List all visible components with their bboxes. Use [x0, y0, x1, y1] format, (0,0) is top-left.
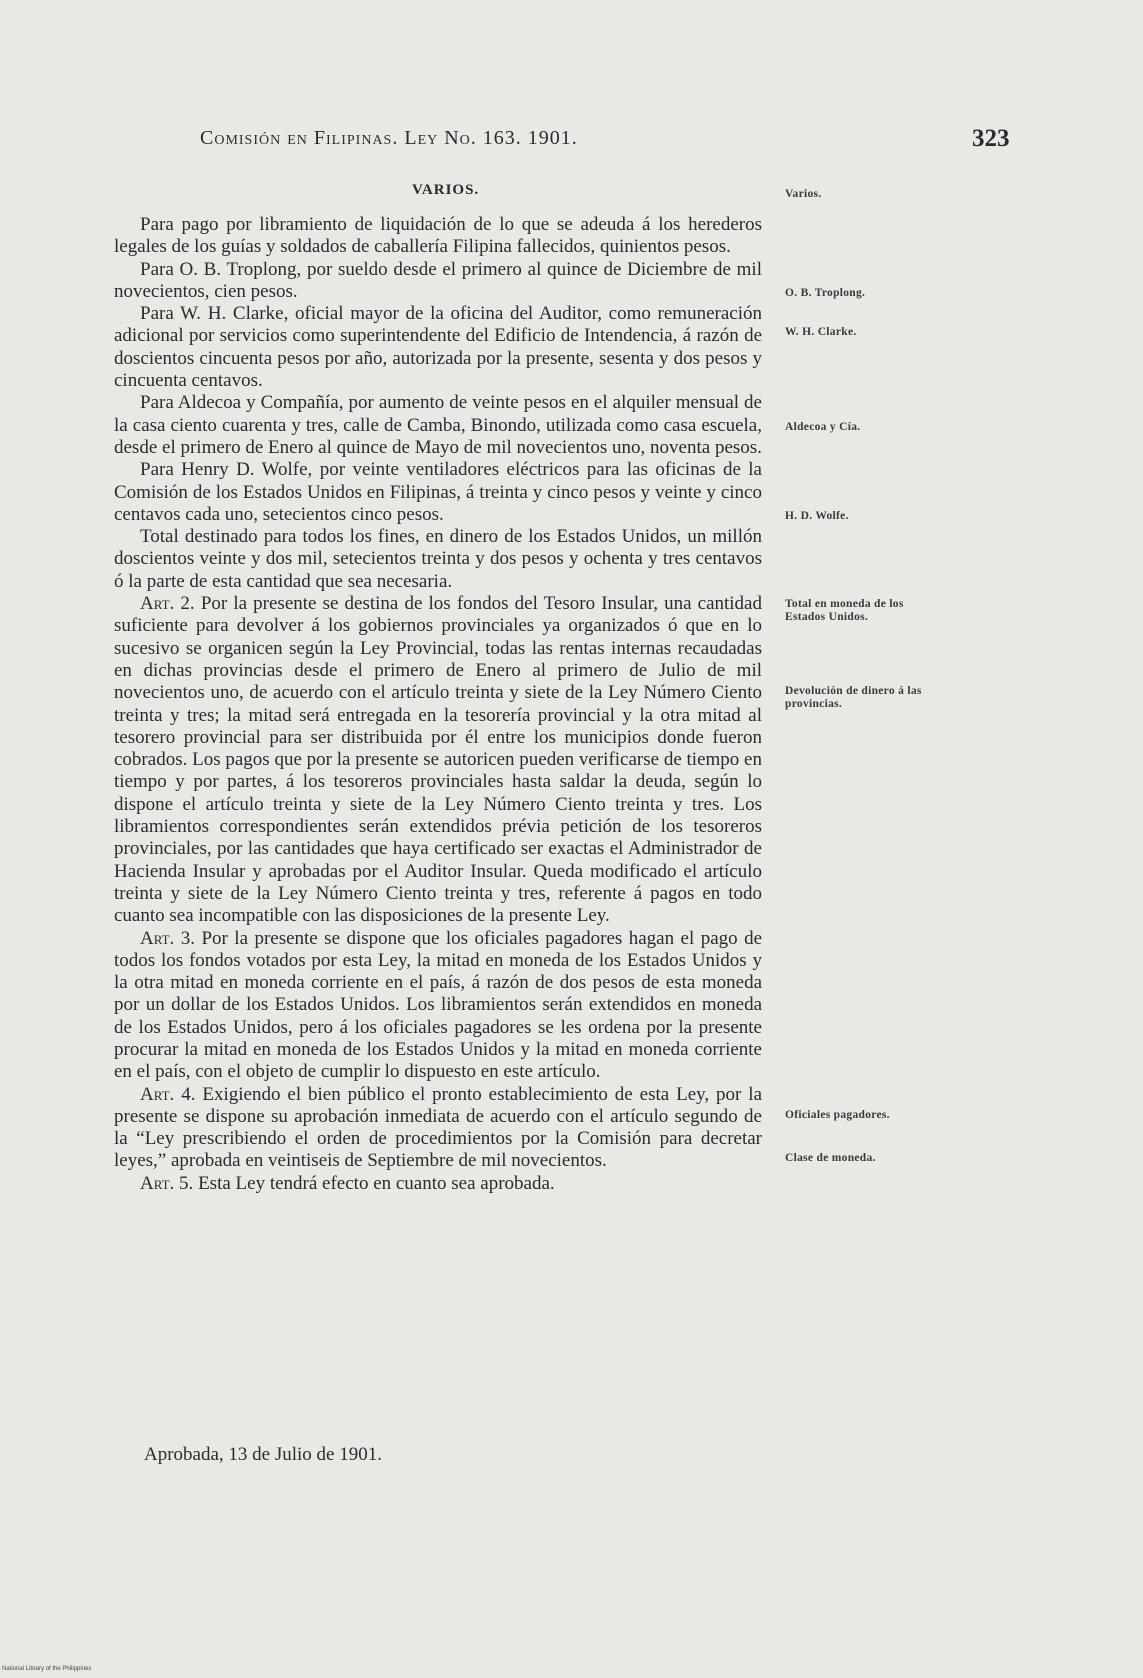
article-text: Por la presente se dispone que los oficiales pagadores hagan el pago de todos los fondos votados por esta Ley, la mitad en moneda de los Estados Unidos y la otra mitad en moneda corriente en el país, á razón de dos pesos de esta moneda por un dollar de los Estados Unidos. Los libramientos serán extendidos en moneda de los Estados Unidos, pero á los oficiales pagadores se les ordena por la presente procurar la mitad en moneda de los Estados Unidos y la mitad en moneda corriente en el país, con el objeto de cumplir lo dispuesto en este artículo. — [114, 927, 762, 1083]
margin-note-varios: Varios. — [785, 188, 822, 200]
running-head: Comisión en Filipinas. Ley No. 163. 1901. — [200, 127, 578, 149]
body-text — [114, 214, 762, 1195]
paragraph-article-3 — [114, 928, 762, 1084]
article-text: Exigiendo el bien público el pronto establecimiento de esta Ley, por la presente se dispone su aprobación inmediata de acuerdo con el artículo segundo de la “Ley prescribiendo el orden de procedimientos por la Comisión para decretar leyes,” aprobada en veintiseis de Septiembre de mil novecientos. — [114, 1083, 763, 1172]
footer-credit: National Library of the Philippines — [2, 1666, 92, 1672]
paragraph-aldecoa: Para Aldecoa y Compañía, por aumento de veinte pesos en el alquiler mensual de la casa ciento cuarenta y tres, calle de Camba, Binondo, utilizada como casa escuela, desde el primero de Enero al quince de Mayo de mil novecientos uno, noventa pesos. — [114, 392, 762, 458]
paragraph-clarke: Para W. H. Clarke, oficial mayor de la oficina del Auditor, como remuneración adicional por servicios como superintendente del Edificio de Intendencia, á razón de doscientos cincuenta pesos por año, autorizada por la presente, sesenta y dos pesos y cincuenta centavos. — [114, 303, 762, 392]
article-text: Por la presente se destina de los fondos del Tesoro Insular, una cantidad suficiente para devolver á los gobiernos provinciales ya organizados ó que en lo sucesivo se organicen según la Ley Provincial, todas las rentas internas recaudadas en dichas provincias desde el primero de Enero al primero de Julio de mil novecientos uno, de acuerdo con el artículo treinta y siete de la Ley Número Ciento treinta y tres; la mitad será entregada en la tesorería provincial y la otra mitad al tesorero provincial para ser distribuida por él entre los municipios donde fueron cobrados. Los pagos que por la presente se autoricen pueden verificarse de tiempo en tiempo y por partes, á los tesoreros provinciales hasta saldar la deuda, según lo dispone el artículo treinta y siete de la Ley Número Ciento treinta y tres. Los libramientos correspondientes serán extendidos prévia petición de los tesoreros provinciales, por las cantidades que haya certificado ser exactas el Administrador de Hacienda Insular y aprobadas por el Auditor Insular. Queda modificado el artículo treinta y siete de la Ley Número Ciento treinta y tres, referente á pagos en todo cuanto sea incompatible con las disposiciones de la presente Ley. — [114, 593, 762, 927]
paragraph-article-4 — [114, 1084, 762, 1173]
margin-note-troplong: O. B. Troplong. — [785, 287, 866, 299]
margin-note-wolfe: H. D. Wolfe. — [785, 510, 849, 522]
margin-note-total: Total en moneda de los Estados Unidos. — [785, 598, 904, 623]
margin-note-moneda: Clase de moneda. — [785, 1152, 876, 1164]
paragraph-total: Total destinado para todos los fines, en dinero de los Estados Unidos, un millón doscientos veinte y dos mil, setecientos treinta y dos pesos y ochenta y tres centavos ó la parte de esta cantidad que sea necesaria. — [114, 526, 762, 592]
margin-note-aldecoa: Aldecoa y Cía. — [785, 421, 861, 433]
page-number: 323 — [972, 125, 1010, 152]
section-heading: VARIOS. — [412, 182, 480, 198]
paragraph-article-5 — [114, 1173, 762, 1195]
article-number: Art. 5. — [140, 1172, 194, 1194]
article-number: Art. 2. — [140, 593, 195, 615]
paragraph-troplong: Para O. B. Troplong, por sueldo desde el primero al quince de Diciembre de mil novecientos, cien pesos. — [114, 258, 762, 302]
article-text: Esta Ley tendrá efecto en cuanto sea aprobada. — [198, 1172, 555, 1194]
margin-note-oficiales: Oficiales pagadores. — [785, 1109, 890, 1121]
article-number: Art. 4. — [140, 1083, 196, 1105]
paragraph-article-2 — [114, 593, 762, 927]
paragraph-varios: Para pago por libramiento de liquidación de lo que se adeuda á los herederos legales de los guías y soldados de caballería Filipina fallecidos, quinientos pesos. — [114, 214, 762, 258]
margin-note-devolucion: Devolución de dinero á las provincias. — [785, 685, 922, 710]
margin-note-clarke: W. H. Clarke. — [785, 326, 857, 338]
paragraph-wolfe: Para Henry D. Wolfe, por veinte ventiladores eléctricos para las oficinas de la Comisión de los Estados Unidos en Filipinas, á treinta y cinco pesos y veinte y cinco centavos cada uno, setecientos cinco pesos. — [114, 459, 762, 525]
approval-date: Aprobada, 13 de Julio de 1901. — [144, 1444, 382, 1465]
article-number: Art. 3. — [140, 927, 195, 949]
